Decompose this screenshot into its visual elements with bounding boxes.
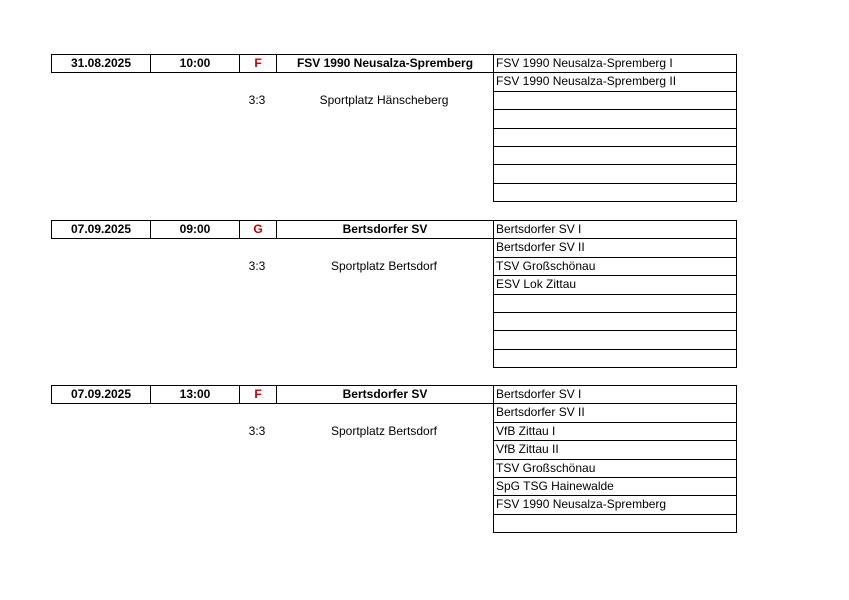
team-slot-3: TSV Großschönau <box>493 257 737 275</box>
match-venue: Sportplatz Bertsdorf <box>330 259 438 273</box>
team-slot-2: Bertsdorfer SV II <box>493 403 737 421</box>
team-slot-7 <box>493 330 737 348</box>
team-slot-8 <box>493 514 737 533</box>
team-list <box>493 220 737 368</box>
team-slot-3 <box>493 91 737 109</box>
team-slot-5 <box>493 294 737 312</box>
team-slot-5: TSV Großschönau <box>493 459 737 477</box>
team-slot-1: Bertsdorfer SV I <box>493 220 737 238</box>
team-slot-8 <box>493 183 737 202</box>
team-slot-2: Bertsdorfer SV II <box>493 238 737 256</box>
match-date: 07.09.2025 <box>51 220 151 239</box>
match-date: 31.08.2025 <box>51 54 151 73</box>
match-type: F <box>239 54 277 73</box>
match-host: Bertsdorfer SV <box>276 220 494 239</box>
match-date: 07.09.2025 <box>51 385 151 404</box>
team-slot-7 <box>493 164 737 182</box>
team-slot-6 <box>493 146 737 164</box>
match-type: G <box>239 220 277 239</box>
team-slot-8 <box>493 349 737 368</box>
match-time: 13:00 <box>150 385 240 404</box>
team-slot-7: FSV 1990 Neusalza-Spremberg <box>493 495 737 513</box>
match-type: F <box>239 385 277 404</box>
team-slot-4: ESV Lok Zittau <box>493 275 737 293</box>
match-time: 09:00 <box>150 220 240 239</box>
match-host: FSV 1990 Neusalza-Spremberg <box>276 54 494 73</box>
team-slot-4 <box>493 109 737 127</box>
team-list <box>493 54 737 202</box>
match-score: 3:3 <box>248 424 266 438</box>
team-slot-6: SpG TSG Hainewalde <box>493 477 737 495</box>
match-venue: Sportplatz Bertsdorf <box>330 424 438 438</box>
match-host: Bertsdorfer SV <box>276 385 494 404</box>
match-score: 3:3 <box>248 259 266 273</box>
team-slot-3: VfB Zittau I <box>493 422 737 440</box>
team-slot-2: FSV 1990 Neusalza-Spremberg II <box>493 72 737 90</box>
match-score: 3:3 <box>248 93 266 107</box>
team-slot-4: VfB Zittau II <box>493 440 737 458</box>
team-list <box>493 385 737 533</box>
match-time: 10:00 <box>150 54 240 73</box>
team-slot-6 <box>493 312 737 330</box>
match-venue: Sportplatz Hänscheberg <box>319 93 449 107</box>
team-slot-1: Bertsdorfer SV I <box>493 385 737 403</box>
team-slot-1: FSV 1990 Neusalza-Spremberg I <box>493 54 737 72</box>
team-slot-5 <box>493 128 737 146</box>
